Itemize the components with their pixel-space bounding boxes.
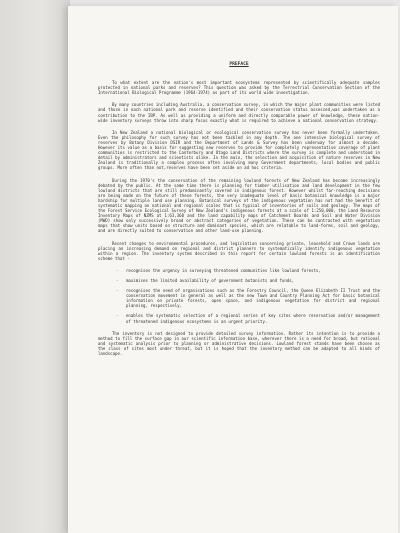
paragraph: During the 1970's the conservation of the remaining lowland forests of New Zealand has become increasingly debated by the public. At the same time there is planning for timber utilisation and land development in the few lowland districts that are still predominantly covered in indigenous forest. However whilst far-reaching decisions are being made on the future of these forests, the very inadequate level of basic botanical knowledge is a major hardship for multiple land use planning. Botanical surveys of the indigenous vegetation has not had the benefit of systematic mapping on national and regional scales that is typical of inventories of soils and geology. The maps of the Forest Service Ecological Survey of New Zealand's indigenous forests at a scale of 1:250,000, the Land Resource Inventory Maps of NZMS at 1:63,360 and the land capability maps of Catchment Boards and Soil and Water Division (MWD) show only successively broad or abstract categories of vegetation. These can be contrasted with vegetation maps that show units based on structure and dominant species, which are relatable to land-forms, soil and geology, and are directly suited to conservation and other land-use planning. [98,177,380,234]
paragraph: Recent changes to environmental procedures, and legislation concerning private, leasehold and Crown lands are placing an increasing demand on regional and district planners to systematically identify indigenous vegetation within a region. The inventory system described in this report for certain lowland forests is an identification scheme that - [98,240,380,261]
list-item: - recognises the urgency in surveying threatened communities like lowland forests, [126,268,380,273]
list-item: - enables the systematic selection of a regional series of key sites where reservation and/or management of threatened indigenous ecosystems is an urgent priority. [126,313,380,323]
facing-page [0,0,70,533]
paragraph: By many countries including Australia, a conservation survey, in which the major plant communities were listed and those in each national park and reserve identified and their conservation status assessed,was undertaken as a contribution to the IBP. As well as providing a uniform and directly comparable power of knowledge, these nation-wide inventory surveys throw into sharp focus exactly what is required to achieve a national conservation strategy. [98,102,381,123]
page-content [98,62,380,363]
document-page [68,6,398,533]
list-item: - recognises the need of organisations such as the Forestry Council, the Queen Elizabeth II Trust and the conservation movement in general as well as the new Town and Country Planning Act for basic botanical information on private forests, open space, and indigenous vegetation for district and regional planning, respectively, [126,288,380,308]
paragraph: In New Zealand a national biological or ecological conservation survey has never been formally undertaken. Even the philosophy for such survey has not been tackled in any depth. The one intensive biological survey of reserves by Botany Division DSIR and the Department of Lands & Survey has been underway for almost a decade. However its value as a basis for suggesting new reserves to provide for completely representative coverage of plant communities is restricted to the Canterbury and Otago Land Districts where the survey is complete and understood in detail by administrators and scientists alike. In the main, the selection and acquisition of nature reserves in New Zealand is traditionally a complex process often involving many Government departments, local bodies and public groups. More often than not,reserves have been set aside on ad hoc criteria. [98,129,380,171]
bullet-list [98,268,380,324]
paragraph: The inventory is not designed to provide detailed survey information. Rather its intention is to provide a method to fill the surface gap in our scientific information base, wherever there is a need for broad, but rational and systematic analysis prior to planning or administrative decisions. Lowland forest stands have been chosen as the class of sites most under threat, but it is hoped that the inventory method can be adapted to all kinds of landscape. [98,330,380,357]
paragraph: To what extent are the nation's most important ecosystems represented by scientifically adequate samples protected in national parks and reserves? This question was asked by the Terrestrial Conservation Section of the International Biological Programme (1964-1974) as part of its world wide investigation. [98,80,380,96]
page-title: PREFACE [229,62,249,67]
list-item: - maximises the limited availability of government botanists and funds, [126,278,380,283]
